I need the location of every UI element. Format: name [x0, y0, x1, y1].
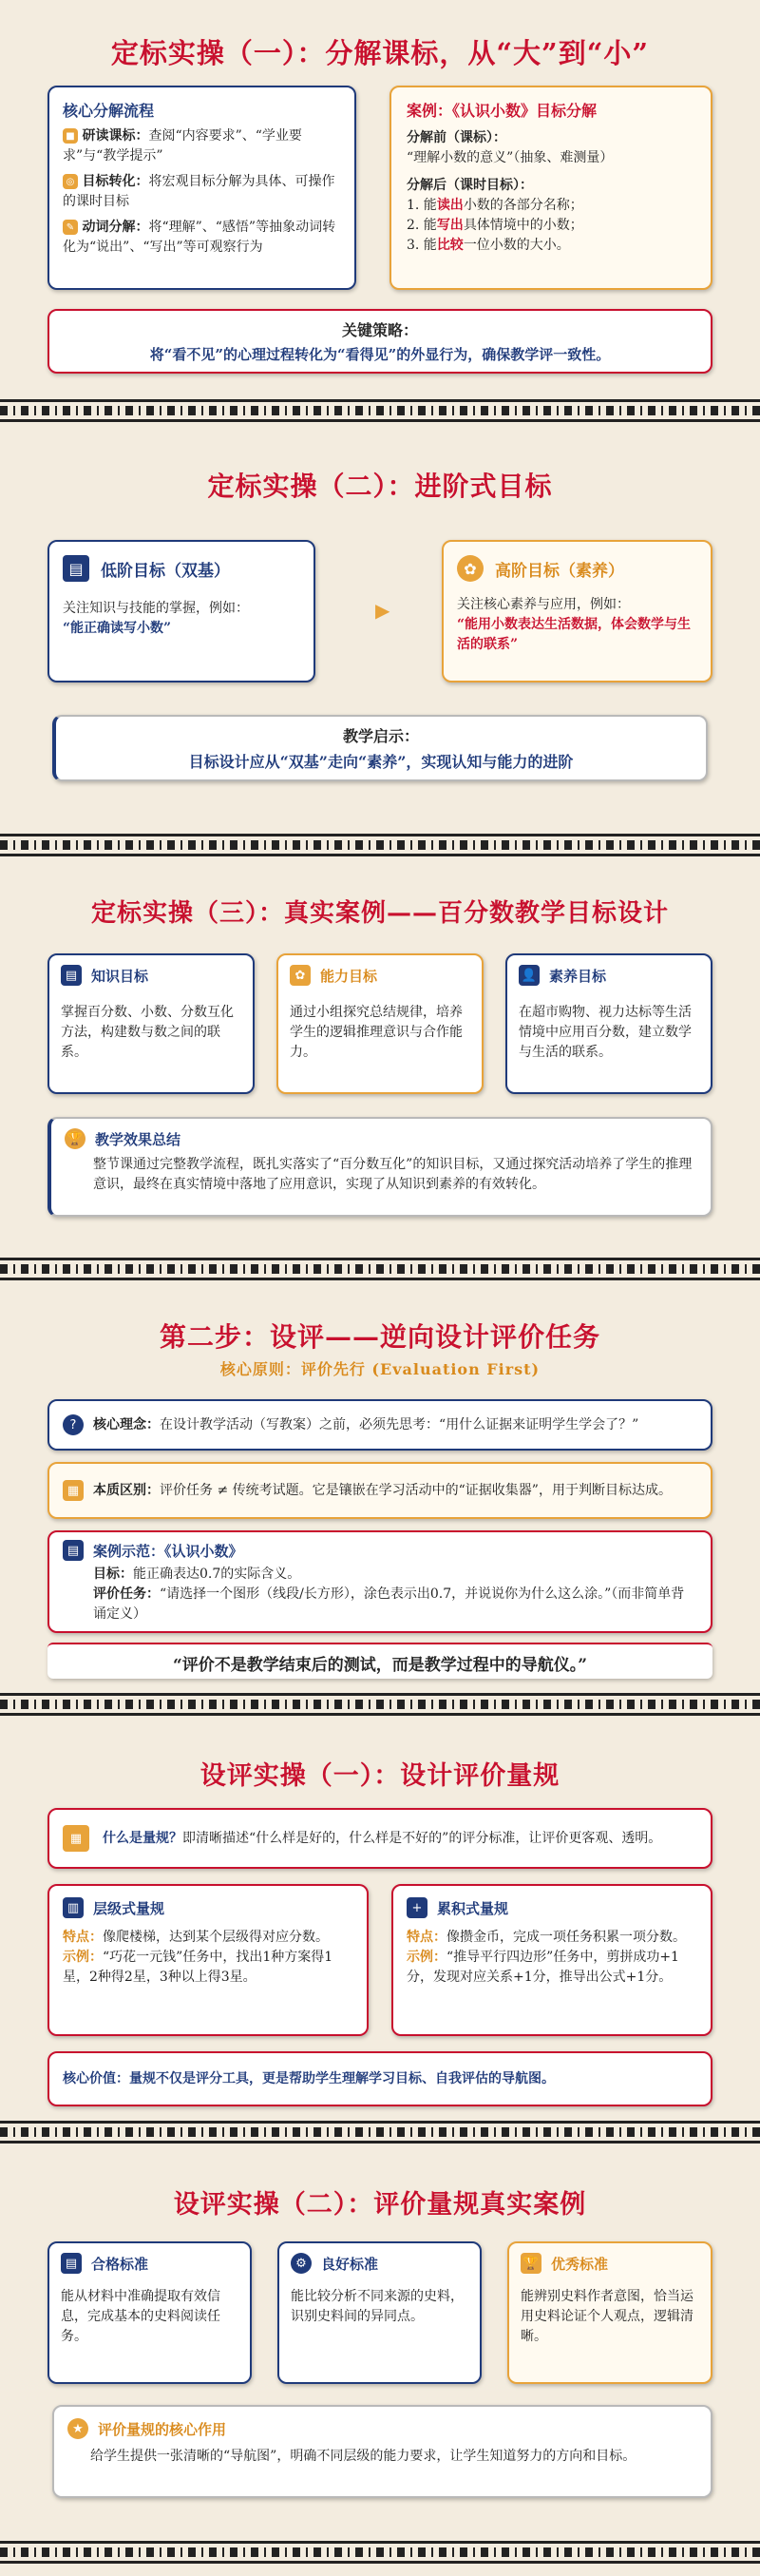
section1-title: 定标实操（一）：分解课标，从“大”到“小”: [110, 37, 650, 69]
decompose-process-heading: 核心分解流程: [63, 102, 155, 120]
role-text: 给学生提供一张清晰的“导航图”，明确不同层级的能力要求，让学生知道努力的方向和目标。: [90, 2449, 636, 2464]
insight-text: 目标设计应从“双基”走向“素养”，实现认知与能力的进阶: [188, 753, 574, 771]
section5-title: 设评实操（一）：设计评价量规: [200, 1761, 560, 1791]
case-task: 评价任务：“请选择一个图形（线段/长方形），涂色表示出0.7，并说说你为什么这么涂。”（而非简单背诵定义）: [93, 1586, 685, 1622]
tiered-example: 示例：“巧花一元钱”任务中，找出1种方案得1星，2种得2星，3种以上得3星。: [63, 1950, 333, 1985]
step1-label: 研读课标：: [82, 128, 149, 144]
cumulative-rubric-card: [391, 1884, 712, 2036]
summary-heading: 教学效果总结: [95, 1130, 181, 1148]
ability-goal-card: [276, 953, 484, 1094]
book-icon: ■: [63, 128, 78, 144]
strategy-text: 将“看不见”的心理过程转化为“看得见”的外显行为，确保教学评一致性。: [149, 346, 611, 363]
section4-title: 第二步：设评——逆向设计评价任务: [159, 1321, 600, 1353]
target-icon: ◎: [63, 174, 78, 189]
process-step-3: [63, 218, 341, 258]
decorative-border-1: [0, 396, 760, 425]
teaching-insight-card: [52, 715, 708, 781]
what-is-rubric-card: [48, 1808, 712, 1869]
book-icon: ▤: [61, 2253, 82, 2274]
tiered-heading: 层级式量规: [93, 1899, 165, 1917]
role-heading: 评价量规的核心作用: [98, 2420, 227, 2438]
step2-text: 将宏观目标分解为具体、可操作的课时目标: [63, 174, 335, 209]
decorative-border-3: [0, 1255, 760, 1283]
plus-icon: +: [407, 1897, 428, 1918]
high-goal-heading: 高阶目标（素养）: [495, 561, 624, 581]
literacy-text: 在超市购物、视力达标等生活情境中应用百分数，建立数学与生活的联系。: [519, 1005, 692, 1060]
concept-text: 在设计教学活动（写教案）之前，必须先思考：“用什么证据来证明学生学会了？”: [160, 1416, 639, 1432]
rubric-role-card: [52, 2405, 712, 2498]
tiered-rubric-card: [48, 1884, 369, 2036]
difference-text: 评价任务 ≠ 传统考试题。它是镶嵌在学习活动中的“证据收集器”，用于判断目标达成。: [160, 1482, 672, 1498]
people-icon: 👤: [519, 965, 540, 986]
pass-text: 能从材料中准确提取有效信息，完成基本的史料阅读任务。: [61, 2289, 220, 2344]
case-decompose-card: [390, 86, 712, 290]
good-standard-card: [277, 2241, 482, 2384]
process-step-2: [63, 172, 341, 212]
book-icon: ▤: [63, 1540, 84, 1561]
section2-title: 定标实操（二）：进阶式目标: [207, 471, 553, 502]
literacy-heading: 素养目标: [549, 967, 607, 985]
quote-text: “评价不是教学结束后的测试，而是教学过程中的导航仪。”: [172, 1656, 588, 1675]
key-strategy-card: [48, 309, 712, 374]
brain-icon: ✿: [457, 555, 484, 582]
whatis-label: 什么是量规？: [103, 1830, 182, 1846]
book-icon: ▤: [61, 965, 82, 986]
case-example-card: [48, 1530, 712, 1633]
high-goal-example: “能用小数表达生活数据，体会数学与生活的联系”: [457, 617, 692, 652]
low-goal-text: 关注知识与技能的掌握，例如：: [63, 601, 249, 616]
knowledge-heading: 知识目标: [91, 967, 149, 985]
low-goal-heading: 低阶目标（双基）: [101, 561, 230, 581]
book-icon: ▤: [63, 555, 89, 582]
section6-title: 设评实操（二）：评价量规真实案例: [173, 2190, 587, 2220]
literacy-goal-card: [505, 953, 712, 1094]
pass-heading: 合格标准: [91, 2255, 149, 2273]
summary-text: 整节课通过完整教学流程，既扎实落实了“百分数互化”的知识目标，又通过探究活动培养了学生的推理意识，最终在真实情境中落地了应用意识，实现了从知识到素养的有效转化。: [93, 1157, 693, 1192]
excellent-text: 能辨别史料作者意图，恰当运用史料论证个人观点，逻辑清晰。: [521, 2289, 694, 2344]
teaching-summary-card: [48, 1117, 712, 1217]
concept-label: 核心理念：: [93, 1416, 160, 1432]
calendar-icon: ▦: [63, 1480, 84, 1501]
ability-text: 通过小组探究总结规律，培养学生的逻辑推理意识与合作能力。: [290, 1005, 463, 1060]
pass-standard-card: [48, 2241, 252, 2384]
section3-title: 定标实操（三）：真实案例——百分数教学目标设计: [90, 899, 669, 928]
good-text: 能比较分析不同来源的史料，识别史料间的异同点。: [291, 2289, 464, 2324]
knowledge-goal-card: [48, 953, 255, 1094]
good-heading: 良好标准: [321, 2255, 379, 2273]
cumulative-feature: 特点：像攒金币，完成一项任务积累一项分数。: [407, 1930, 686, 1945]
value-label: 核心价值：: [63, 2071, 129, 2086]
step3-label: 动词分解：: [82, 220, 149, 235]
ability-heading: 能力目标: [320, 967, 378, 985]
trophy-icon: 🏆: [521, 2253, 542, 2274]
after-label: 分解后（课时目标）：: [407, 178, 533, 193]
cumulative-heading: 累积式量规: [437, 1899, 509, 1917]
decorative-border-2: [0, 831, 760, 859]
excellent-standard-card: [507, 2241, 712, 2384]
decorative-border-6: [0, 2538, 760, 2566]
bar-chart-icon: ▥: [63, 1897, 84, 1918]
step3-text: 将“理解”、“感悟”等抽象动词转化为“说出”、“写出”等可观察行为: [63, 220, 336, 255]
process-step-1: [63, 126, 341, 166]
core-concept-card: [48, 1399, 712, 1451]
decompose-process-card: [48, 86, 356, 290]
pencil-icon: ✎: [63, 220, 78, 235]
knowledge-text: 掌握百分数、小数、分数互化方法，构建数与数之间的联系。: [61, 1005, 234, 1060]
decorative-border-5: [0, 2118, 760, 2146]
excellent-heading: 优秀标准: [551, 2255, 609, 2273]
medal-icon: ★: [67, 2418, 88, 2439]
low-goal-card: [48, 540, 315, 682]
before-text: “理解小数的意义”（抽象、难测量）: [407, 150, 614, 165]
case-heading: 案例：《认识小数》目标分解: [407, 102, 598, 120]
case-example-heading: 案例示范：《认识小数》: [93, 1542, 243, 1560]
step2-label: 目标转化：: [82, 174, 149, 189]
difference-label: 本质区别：: [93, 1482, 160, 1498]
decorative-border-4: [0, 1690, 760, 1719]
brain-icon: ✿: [290, 965, 311, 986]
after-item-1: 1. 能读出小数的各部分名称；: [407, 198, 583, 213]
before-label: 分解前（课标）：: [407, 130, 506, 145]
value-text: 量规不仅是评分工具，更是帮助学生理解学习目标、自我评估的导航图。: [129, 2071, 555, 2086]
low-goal-example: “能正确读写小数”: [63, 621, 172, 636]
gear-icon: ⚙: [291, 2253, 312, 2274]
after-item-2: 2. 能写出具体情境中的小数；: [407, 218, 583, 233]
core-value-card: [48, 2051, 712, 2106]
quote-card: [48, 1643, 712, 1679]
calendar-icon: ▦: [63, 1825, 89, 1852]
question-icon: ?: [63, 1414, 84, 1435]
after-item-3: 3. 能比较一位小数的大小。: [407, 238, 570, 253]
tiered-feature: 特点：像爬楼梯，达到某个层级得对应分数。: [63, 1930, 329, 1945]
trophy-icon: 🏆: [65, 1128, 86, 1149]
high-goal-text: 关注核心素养与应用，例如：: [457, 597, 630, 612]
section4-subtitle: 核心原则：评价先行 (Evaluation First): [219, 1360, 541, 1378]
case-goal: 目标：能正确表达0.7的实际含义。: [93, 1567, 301, 1582]
arrow-icon: ▶: [375, 599, 390, 622]
insight-heading: 教学启示：: [342, 727, 419, 745]
essential-difference-card: [48, 1462, 712, 1519]
whatis-text: 即清晰描述“什么样是好的，什么样是不好的”的评分标准，让评价更客观、透明。: [182, 1830, 662, 1846]
step1-text: 查阅“内容要求”、“学业要求”与“教学提示”: [63, 128, 302, 163]
strategy-heading: 关键策略：: [341, 321, 418, 339]
cumulative-example: 示例：“推导平行四边形”任务中，剪拼成功+1分，发现对应关系+1分，推导出公式+1分。: [407, 1950, 679, 1985]
high-goal-card: [442, 540, 712, 682]
